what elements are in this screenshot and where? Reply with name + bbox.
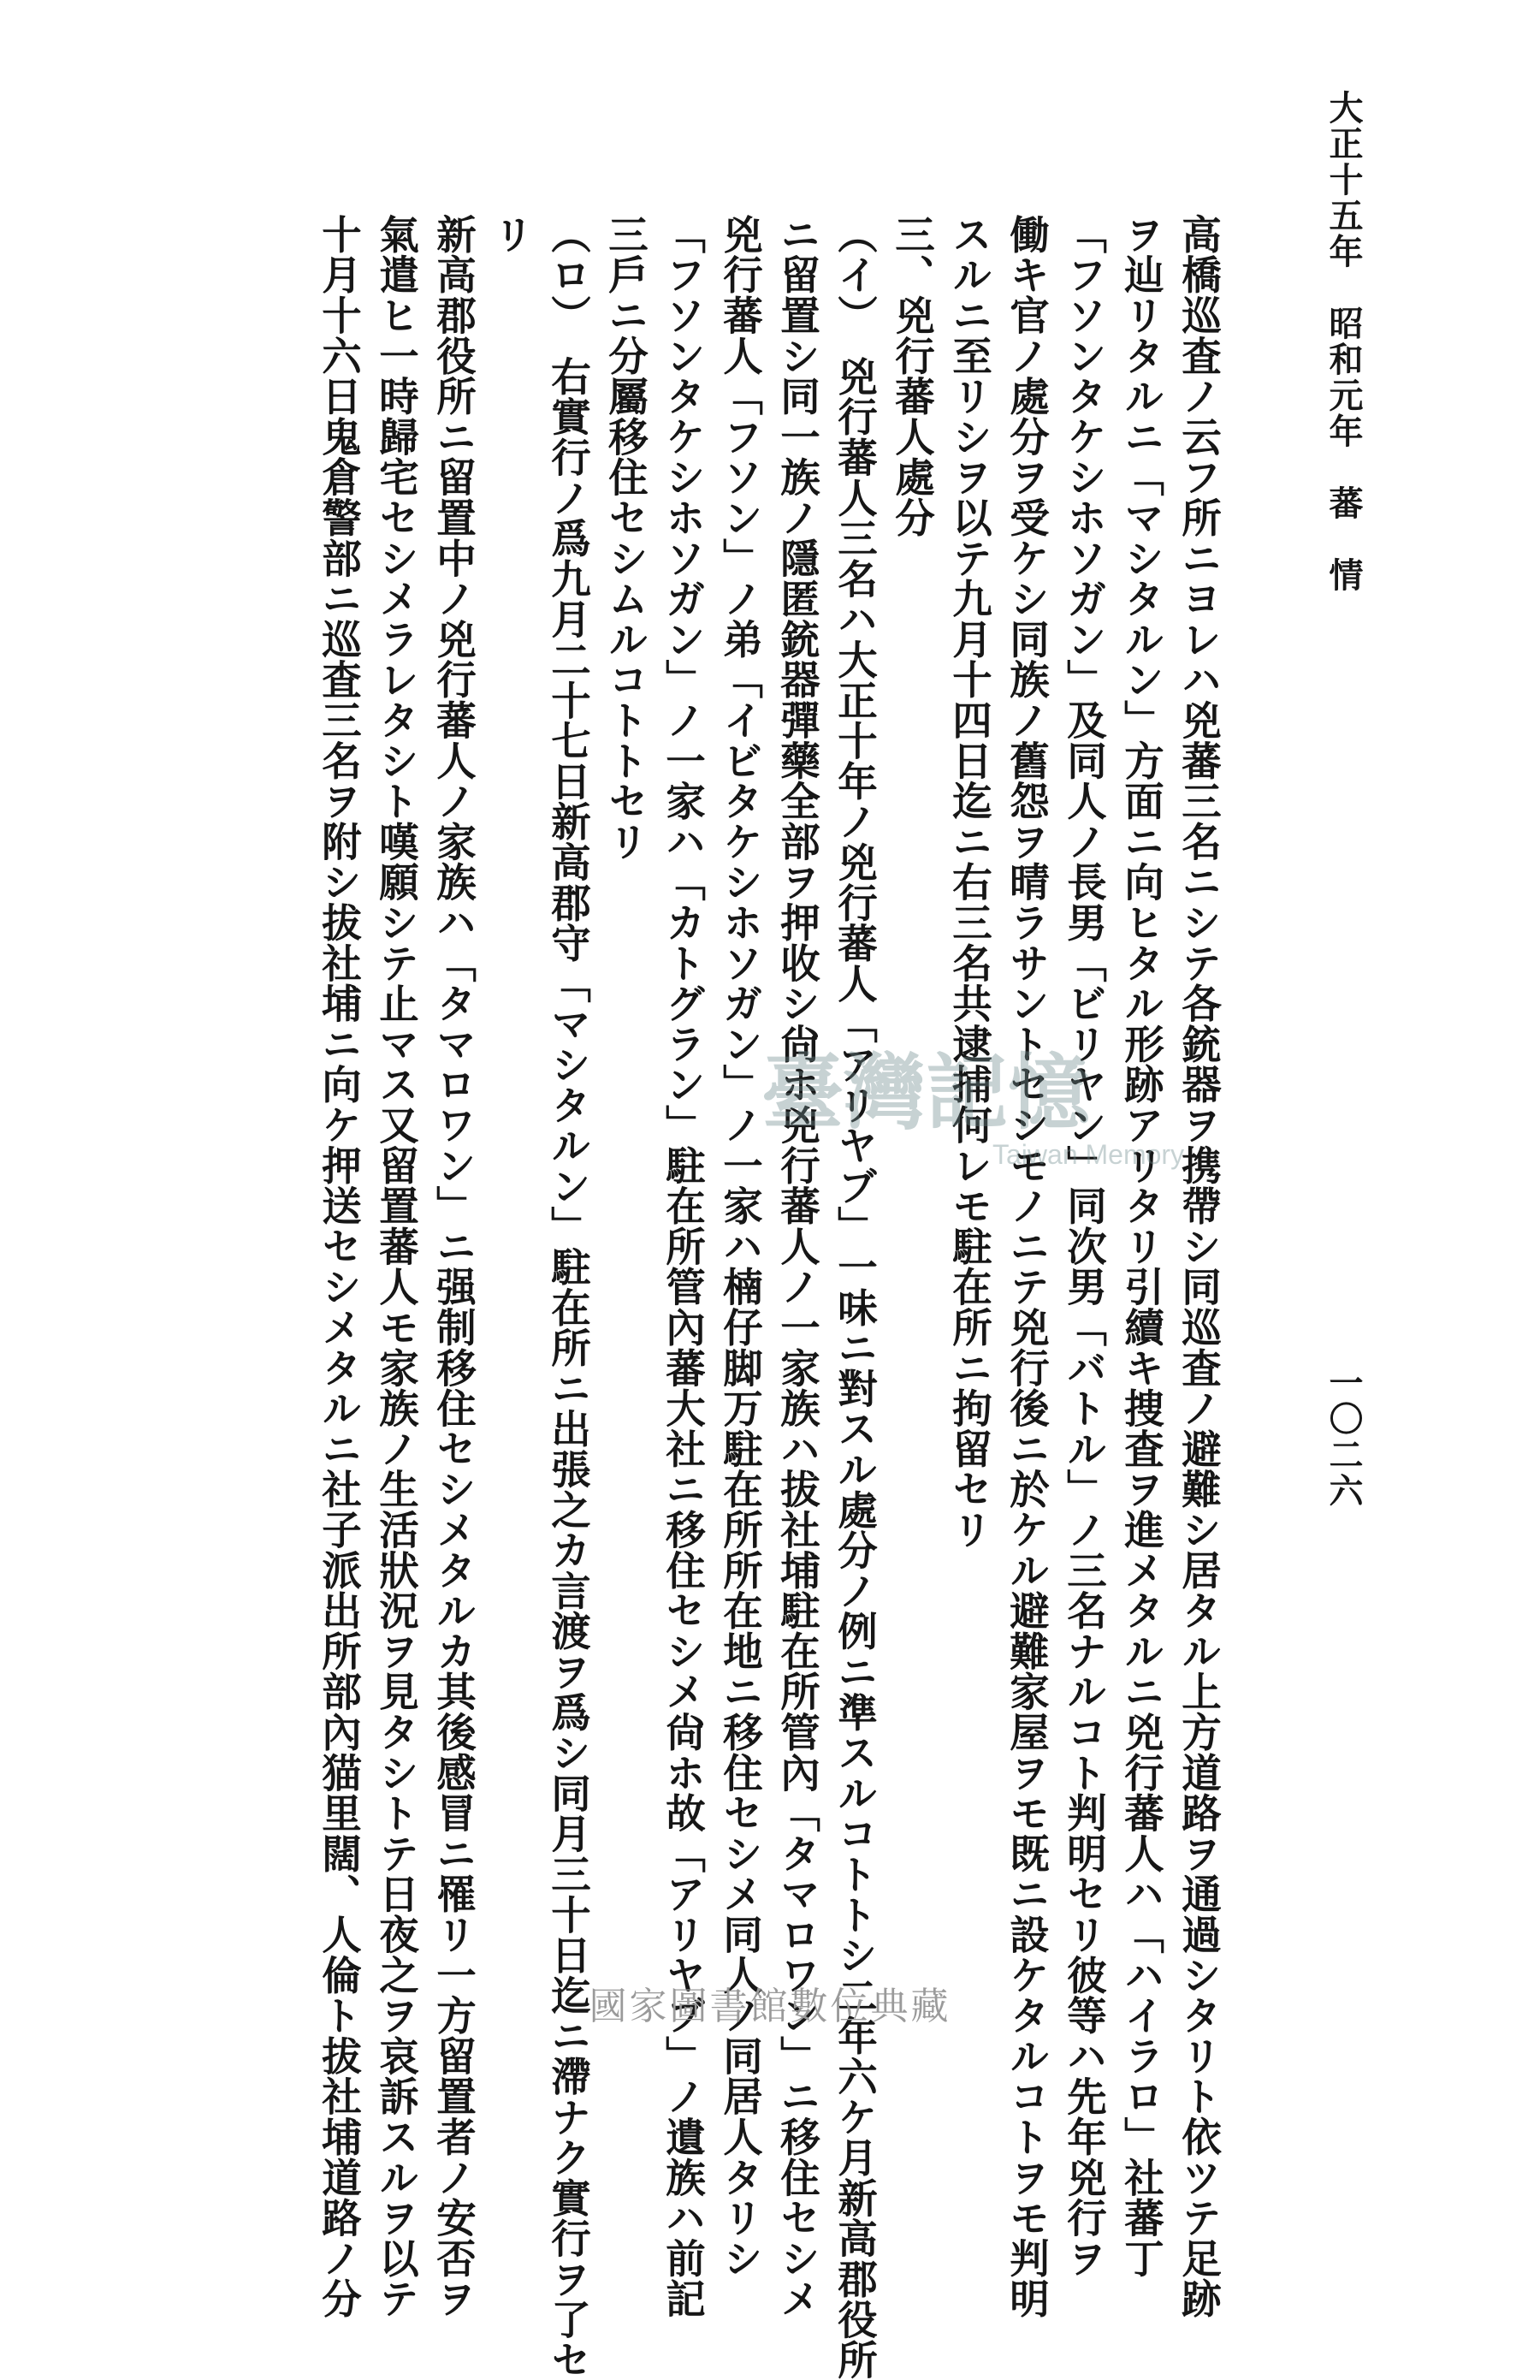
footer-archive-label: 國家圖書館數位典藏 xyxy=(589,1985,951,2028)
section-heading: 三、兇行蕃人處分 xyxy=(889,214,936,538)
text-column: 「フソンタケシホソガン」及同人ノ長男「ビリヤン」同次男「バトル」ノ三名ナルコト判明セリ彼等ハ先年兇行ヲ xyxy=(1061,214,1108,2279)
text-column: スルニ至リシヲ以テ九月十四日迄ニ右三名共逮捕何レモ駐在所ニ拘留セリ xyxy=(946,214,993,1550)
text-column: ニ留置シ同一族ノ隱匿銃器彈藥全部ヲ押收シ尙ホ兇行蕃人ノ一家族ハ拔社埔駐在所管內「タマロワン」ニ移住セシメ xyxy=(774,214,821,2319)
text-column: （イ） 兇行蕃人三名ハ大正十年ノ兇行蕃人「アリヤブ」一味ニ對スル處分ノ例ニ準スルコトトシ二年六ケ月新高郡役所 xyxy=(832,214,879,2380)
text-column: （ロ） 右實行ノ爲九月二十七日新高郡守「マシタルン」駐在所ニ出張之カ言渡ヲ爲シ同月三十日迄ニ滯ナク實行ヲ了セ xyxy=(545,214,592,2380)
watermark-title: 臺灣記憶 xyxy=(761,1044,1090,1141)
text-column: 兇行蕃人「フソン」ノ弟「イビタケシホソガン」ノ一家ハ楠仔脚万駐在所所在地ニ移住セシメ同人ノ同居人タリシ xyxy=(717,214,764,2279)
text-column: 新高郡役所ニ留置中ノ兇行蕃人ノ家族ハ「タマロワン」ニ强制移住セシメタルカ其後感冒ニ罹リ一方留置者ノ安否ヲ xyxy=(430,214,477,2319)
text-column: 氣遣ヒ一時歸宅セシメラレタシト嘆願シテ止マス又留置蕃人モ家族ノ生活狀況ヲ見タシトテ日夜之ヲ哀訴スルヲ以テ xyxy=(373,214,420,2319)
text-column: リ xyxy=(488,214,535,255)
text-column: 高橋巡査ノ云フ所ニヨレハ兇蕃三名ニシテ各銃器ヲ携帶シ同巡査ノ避難シ居タル上方道路ヲ通過シタリト依ツテ足跡 xyxy=(1176,214,1223,2319)
text-column: 十月十六日鬼倉警部ニ巡査三名ヲ附シ拔社埔ニ向ケ押送セシメタルニ社子派出所部內猫里闊、人倫ト拔社埔道路ノ分 xyxy=(316,214,363,2319)
text-column: ヲ辿リタルニ「マシタルン」方面ニ向ヒタル形跡アリタリ引續キ捜査ヲ進メタルニ兇行蕃人ハ「ハイラロ」社蕃丁 xyxy=(1118,214,1165,2279)
page-number: 一〇二六 xyxy=(1324,1365,1364,1509)
page-header: 大正十五年 昭和元年 蕃 情 xyxy=(1324,90,1364,593)
text-column: 働キ官ノ處分ヲ受ケシ同族ノ舊怨ヲ晴ラサントセシモノニテ兇行後ニ於ケル避難家屋ヲモ既ニ設ケタルコトヲモ判明 xyxy=(1004,214,1051,2319)
text-column: 「フソンタケシホソガン」ノ一家ハ「カトグラン」駐在所管內蕃大社ニ移住セシメ尙ホ故「アリヤブ」ノ遺族ハ前記 xyxy=(660,214,707,2319)
text-column: 三戶ニ分屬移住セシムルコトトセリ xyxy=(602,214,649,862)
watermark-logo xyxy=(753,1036,1198,1190)
watermark-subtitle: Taiwan Memory xyxy=(992,1139,1185,1170)
